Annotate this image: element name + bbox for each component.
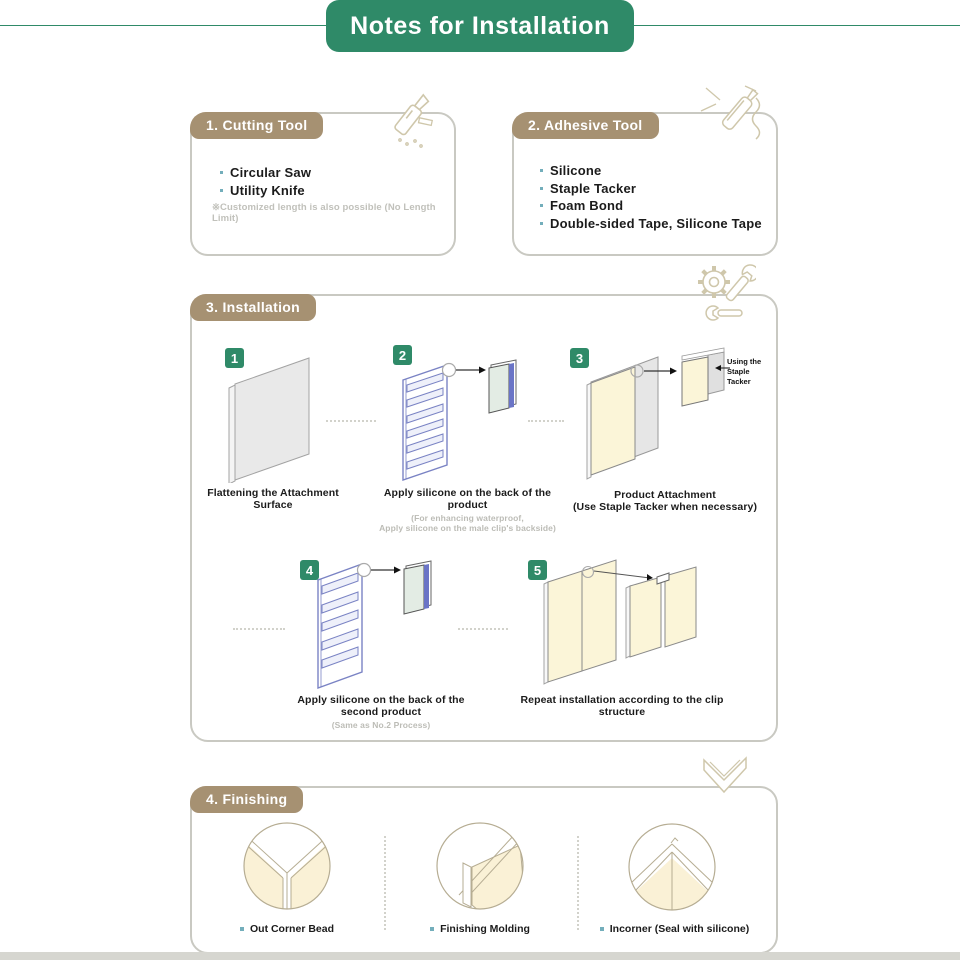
bullet-dot-icon: [540, 222, 543, 225]
finishing-caption: Finishing Molding: [410, 923, 550, 935]
step4-caption: Apply silicone on the back of the second product: [297, 694, 465, 718]
step-badge-4: 4: [300, 560, 319, 580]
section-cutting-label: 1. Cutting Tool: [190, 112, 323, 139]
step-badge-3: 3: [570, 348, 589, 368]
list-item: Silicone: [540, 162, 762, 180]
step4-caption-block: [281, 694, 481, 730]
bullet-dot-icon: [540, 204, 543, 207]
dotted-separator: [233, 628, 285, 630]
adhesive-tool-list: [540, 162, 762, 232]
dotted-separator: [458, 628, 508, 630]
section-installation-label: 3. Installation: [190, 294, 316, 321]
step4-diagram-apply-silicone-second: [308, 556, 443, 691]
list-item: Double-sided Tape, Silicone Tape: [540, 215, 762, 233]
step3-caption2: (Use Staple Tacker when necessary): [572, 501, 758, 513]
dotted-separator: [326, 420, 376, 422]
step2-caption-block: [375, 487, 560, 533]
step-badge-5: 5: [528, 560, 547, 580]
bullet-dot-icon: [240, 927, 244, 931]
caulk-gun-icon: [698, 84, 770, 150]
bullet-dot-icon: [430, 927, 434, 931]
finishing-caption: Out Corner Bead: [217, 923, 357, 935]
list-item: Staple Tacker: [540, 180, 762, 198]
bottom-band: [0, 952, 960, 960]
gear-wrench-icon: [690, 260, 756, 322]
list-item: Utility Knife: [220, 182, 454, 200]
dotted-separator: [528, 420, 564, 422]
step1-diagram-flat-surface: [217, 348, 317, 483]
step2-subcaption: Apply silicone on the male clip's backside): [379, 523, 556, 533]
dotted-separator-vertical: [384, 836, 386, 930]
utility-knife-icon: [378, 90, 442, 154]
finishing-caption: Incorner (Seal with silicone): [592, 923, 757, 935]
list-item: Circular Saw: [220, 164, 454, 182]
list-item: Foam Bond: [540, 197, 762, 215]
page-title-badge: [326, 0, 634, 52]
step-badge-1: 1: [225, 348, 244, 368]
bullet-dot-icon: [540, 169, 543, 172]
step3-caption: Product Attachment: [614, 489, 716, 501]
step1-caption: Flattening the Attachment Surface: [207, 487, 339, 511]
cutting-tool-list: [212, 164, 454, 225]
finishing-molding-diagram: [435, 821, 525, 911]
step-badge-2: 2: [393, 345, 412, 365]
cutting-note: ※Customized length is also possible (No Length Limit): [212, 202, 436, 225]
bullet-dot-icon: [600, 927, 604, 931]
bullet-dot-icon: [220, 189, 223, 192]
step4-subcaption: (Same as No.2 Process): [331, 720, 431, 730]
step3-diagram-product-attachment: [578, 342, 730, 487]
section-finishing-label: 4. Finishing: [190, 786, 303, 813]
step5-diagram-repeat-installation: [538, 556, 718, 688]
step2-subcaption: (For enhancing waterproof,: [411, 513, 524, 523]
out-corner-bead-diagram: [242, 821, 332, 911]
section-adhesive-label: 2. Adhesive Tool: [512, 112, 659, 139]
step2-caption: Apply silicone on the back of the product: [383, 487, 552, 511]
page-title: Notes for Installation: [350, 11, 610, 40]
bullet-dot-icon: [220, 171, 223, 174]
bullet-dot-icon: [540, 187, 543, 190]
incorner-diagram: [627, 822, 717, 912]
corner-molding-icon: [700, 754, 756, 806]
step3-annotation: Using the Staple Tacker: [727, 357, 762, 386]
dotted-separator-vertical: [577, 836, 579, 930]
step2-diagram-apply-silicone: [396, 352, 526, 482]
step5-caption: Repeat installation according to the clip structure: [520, 694, 724, 718]
step3-caption-block: [565, 489, 765, 513]
